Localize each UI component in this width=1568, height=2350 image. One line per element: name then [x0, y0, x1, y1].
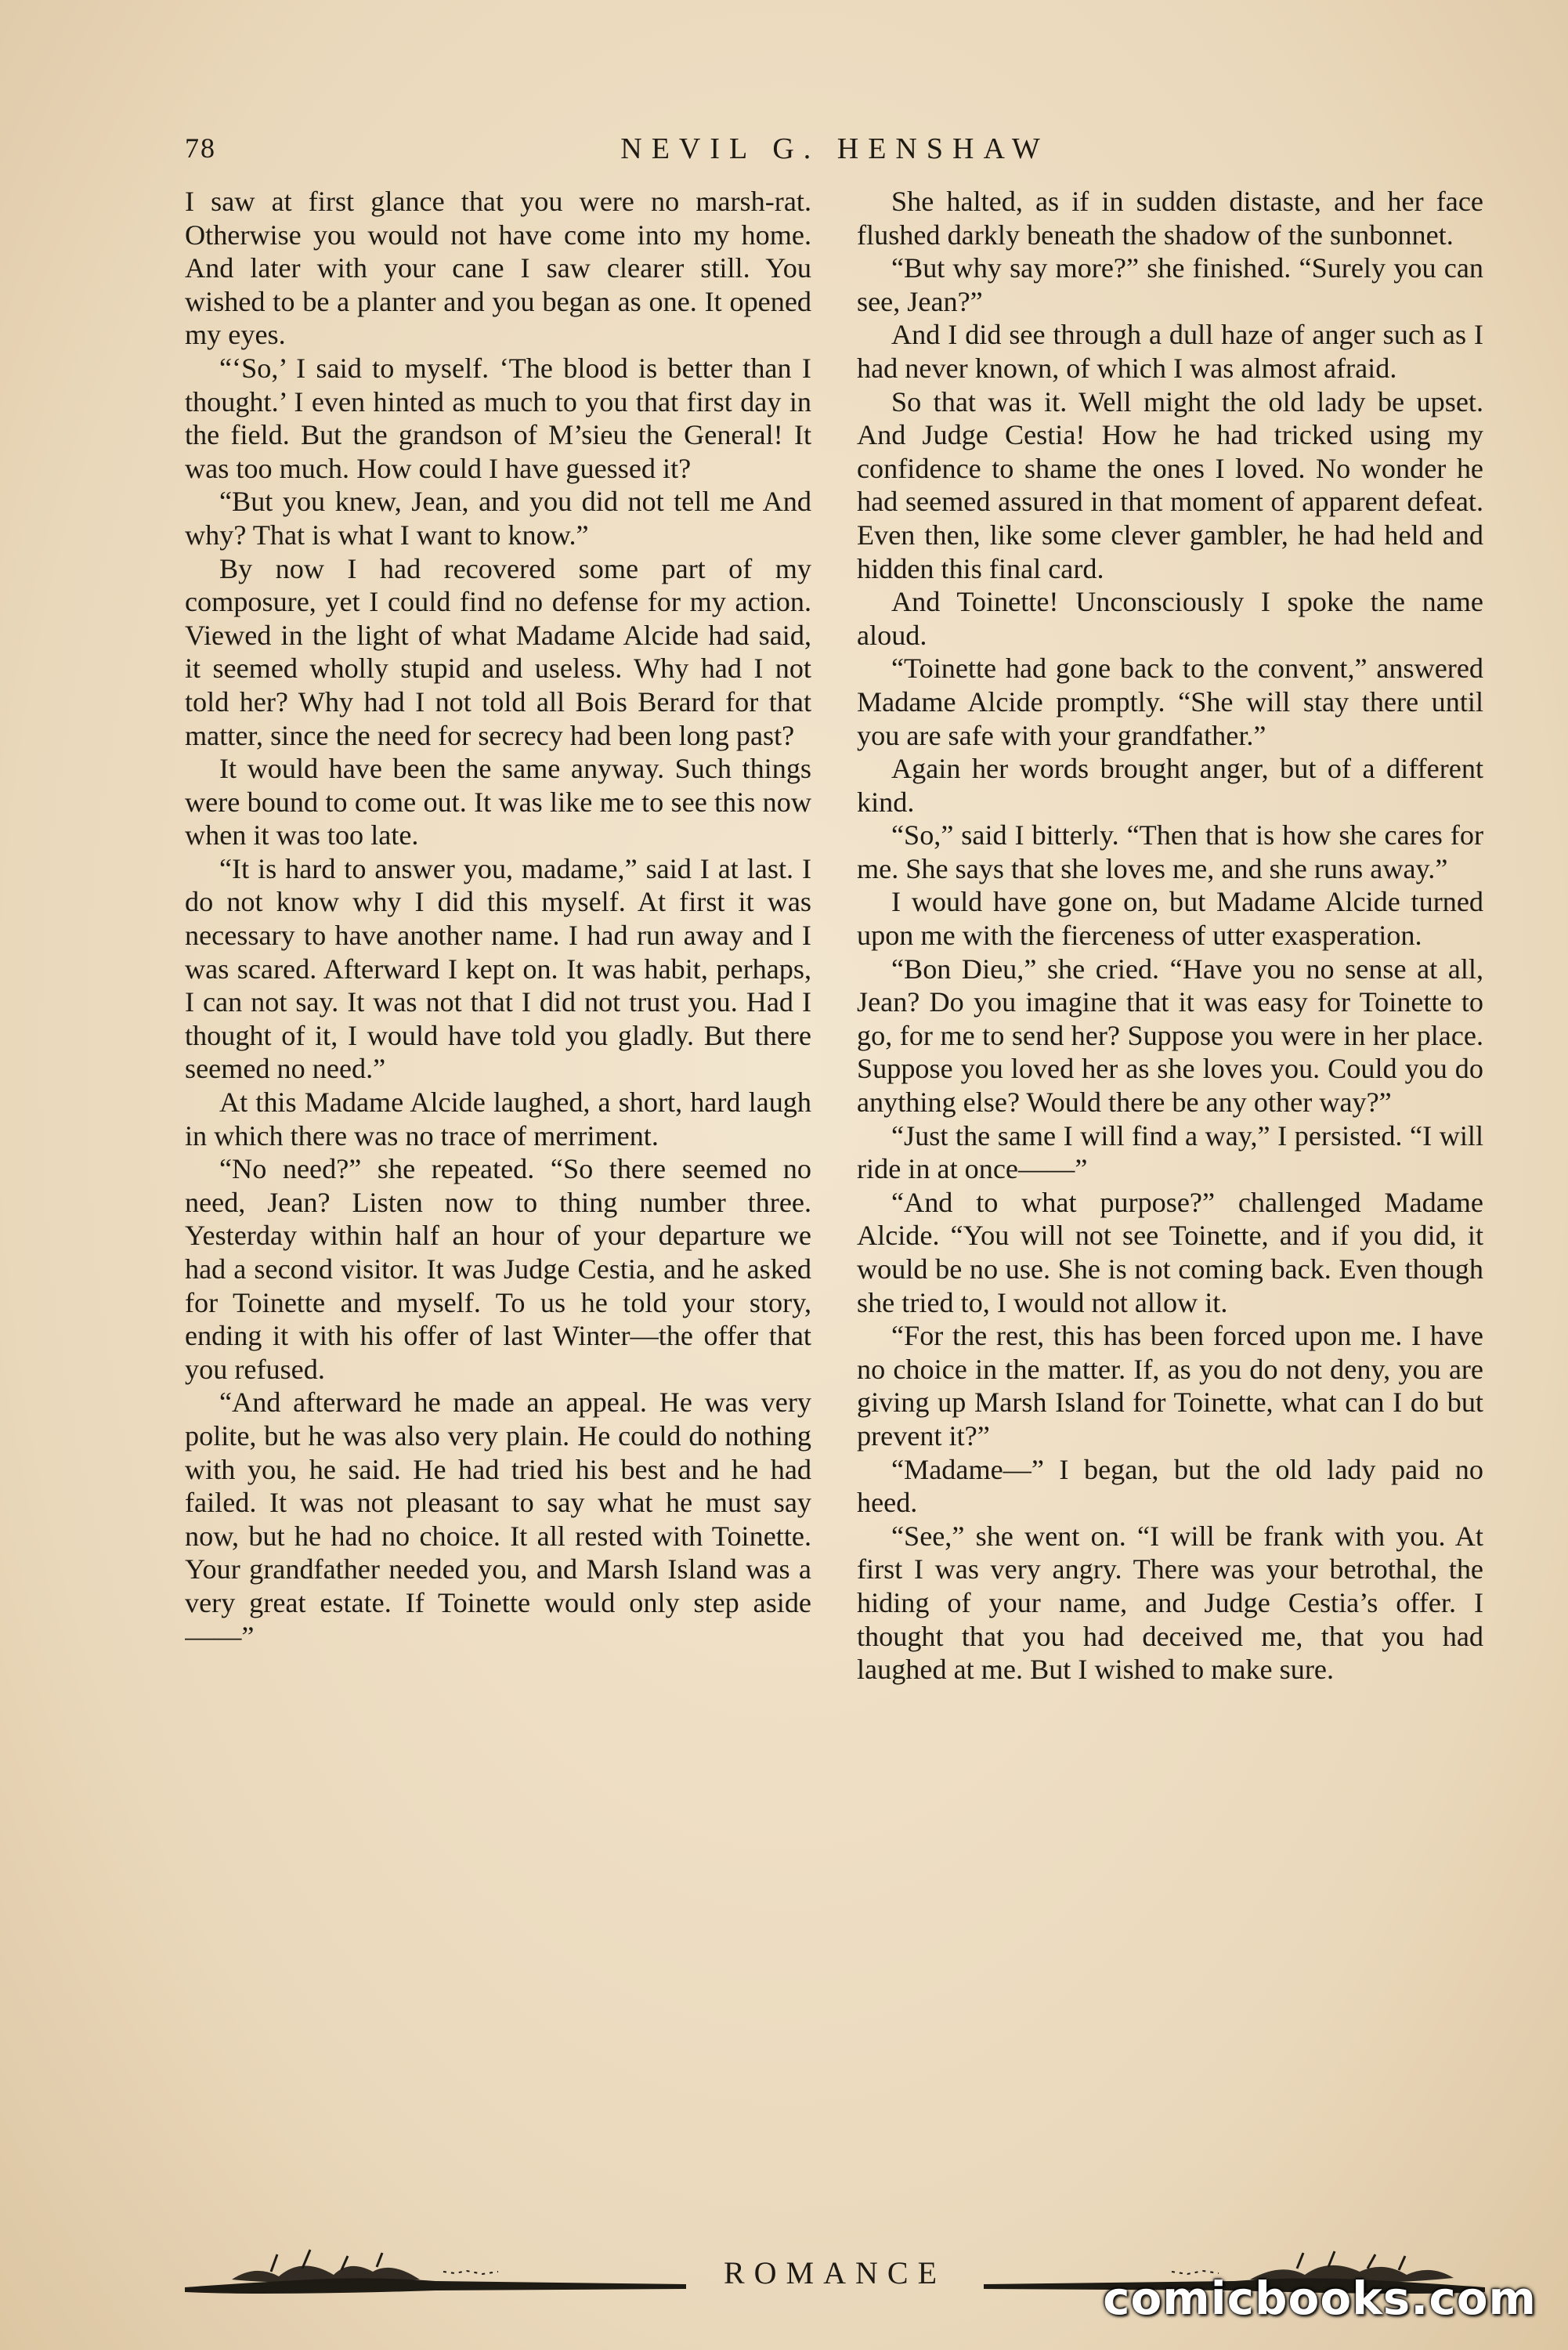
paragraph: Again her words brought anger, but of a different kind.: [857, 753, 1483, 818]
page-header: [185, 132, 1485, 179]
paragraph: I saw at first glance that you were no marsh-rat. Otherwise you would not have come into my home. And later with your cane I saw clearer still. You wished to be a planter and you began as one. It opened my eyes.: [185, 186, 811, 351]
running-head: NEVIL G. HENSHAW: [620, 132, 1050, 165]
site-watermark: comicbooks.com: [1103, 2272, 1537, 2325]
text-columns: [185, 185, 1485, 2120]
paragraph: And I did see through a dull haze of anger such as I had never known, of which I was almost afraid.: [857, 319, 1483, 384]
paragraph: At this Madame Alcide laughed, a short, hard laugh in which there was no trace of merriment.: [185, 1086, 811, 1152]
paragraph: By now I had recovered some part of my composure, yet I could find no defense for my action. Viewed in the light of what Madame Alcide had said, it seemed wholly stupid and useless. Why had I not told her? Why had I not told all Bois Berard for that matter, since the need for secrecy had been long past?: [185, 552, 811, 751]
paragraph: “Madame—” I began, but the old lady paid no heed.: [857, 1453, 1483, 1519]
paragraph: “And afterward he made an appeal. He was very polite, but he was also very plain. He could do nothing with you, he said. He had tried his best and he had failed. It was not pleasant to say what he must say now, but he had no choice. It all rested with Toinette. Your grandfather needed you, and Marsh Island was a very great estate. If Toinette would only step aside——”: [185, 1386, 811, 1652]
paragraph: “‘So,’ I said to myself. ‘The blood is better than I thought.’ I even hinted as much to you that first day in the field. But the grandson of M’sieu the General! It was too much. How could I have guessed it?: [185, 352, 811, 484]
paragraph: “So,” said I bitterly. “Then that is how she cares for me. She says that she loves me, and she runs away.”: [857, 819, 1483, 884]
right-column: [857, 185, 1483, 2120]
paragraph: “But why say more?” she finished. “Surely you can see, Jean?”: [857, 252, 1483, 317]
paragraph: “And to what purpose?” challenged Madame Alcide. “You will not see Toinette, and if you did, it would be no use. She is not coming back. Even though she tried to, I would not allow it.: [857, 1186, 1483, 1318]
paragraph: “Bon Dieu,” she cried. “Have you no sense at all, Jean? Do you imagine that it was easy for Toinette to go, for me to send her? Suppose you were in her place. Suppose you loved her as she loves you. Could you do anything else? Would there be any other way?”: [857, 953, 1483, 1119]
paragraph: “For the rest, this has been forced upon me. I have no choice in the matter. If, as you do not deny, you are giving up Marsh Island for Toinette, what can I do but prevent it?”: [857, 1320, 1483, 1452]
paragraph: “But you knew, Jean, and you did not tell me And why? That is what I want to know.”: [185, 486, 811, 551]
paragraph: So that was it. Well might the old lady be upset. And Judge Cestia! How he had tricked using my confidence to shame the ones I loved. No wonder he had seemed assured in that moment of apparent defeat. Even then, like some clever gambler, he had held and hidden this final card.: [857, 385, 1483, 584]
page-number: 78: [185, 132, 216, 164]
paragraph: “It is hard to answer you, madame,” said I at last. I do not know why I did this myself. At first it was necessary to have another name. I had run away and I was scared. Afterward I kept on. It was habit, perhaps, I can not say. It was not that I did not trust you. Had I thought of it, I would have told you gladly. But there seemed no need.”: [185, 852, 811, 1085]
paragraph: It would have been the same anyway. Such things were bound to come out. It was like me to see this now when it was too late.: [185, 753, 811, 851]
left-column: [185, 185, 811, 2120]
paragraph: “Toinette had gone back to the convent,” answered Madame Alcide promptly. “She will stay there until you are safe with your grandfather.”: [857, 653, 1483, 751]
paragraph: And Toinette! Unconsciously I spoke the name aloud.: [857, 586, 1483, 651]
paragraph: “See,” she went on. “I will be frank with you. At first I was very angry. There was your betrothal, the hiding of your name, and Judge Cestia’s offer. I thought that you had deceived me, that you had laughed at me. But I wished to make sure.: [857, 1520, 1483, 1686]
magazine-title: ROMANCE: [723, 2255, 947, 2290]
paragraph: “No need?” she repeated. “So there seemed no need, Jean? Listen now to thing number three. Yesterday within half an hour of your departure we had a second visitor. It was Judge Cestia, and he asked for Toinette and myself. To us he told your story, ending it with his offer of last Winter—the offer that you refused.: [185, 1153, 811, 1385]
paragraph: She halted, as if in sudden distaste, and her face flushed darkly beneath the shadow of the sunbonnet.: [857, 186, 1483, 251]
paragraph: “Just the same I will find a way,” I persisted. “I will ride in at once——”: [857, 1119, 1483, 1185]
paragraph: I would have gone on, but Madame Alcide turned upon me with the fierceness of utter exasperation.: [857, 886, 1483, 952]
